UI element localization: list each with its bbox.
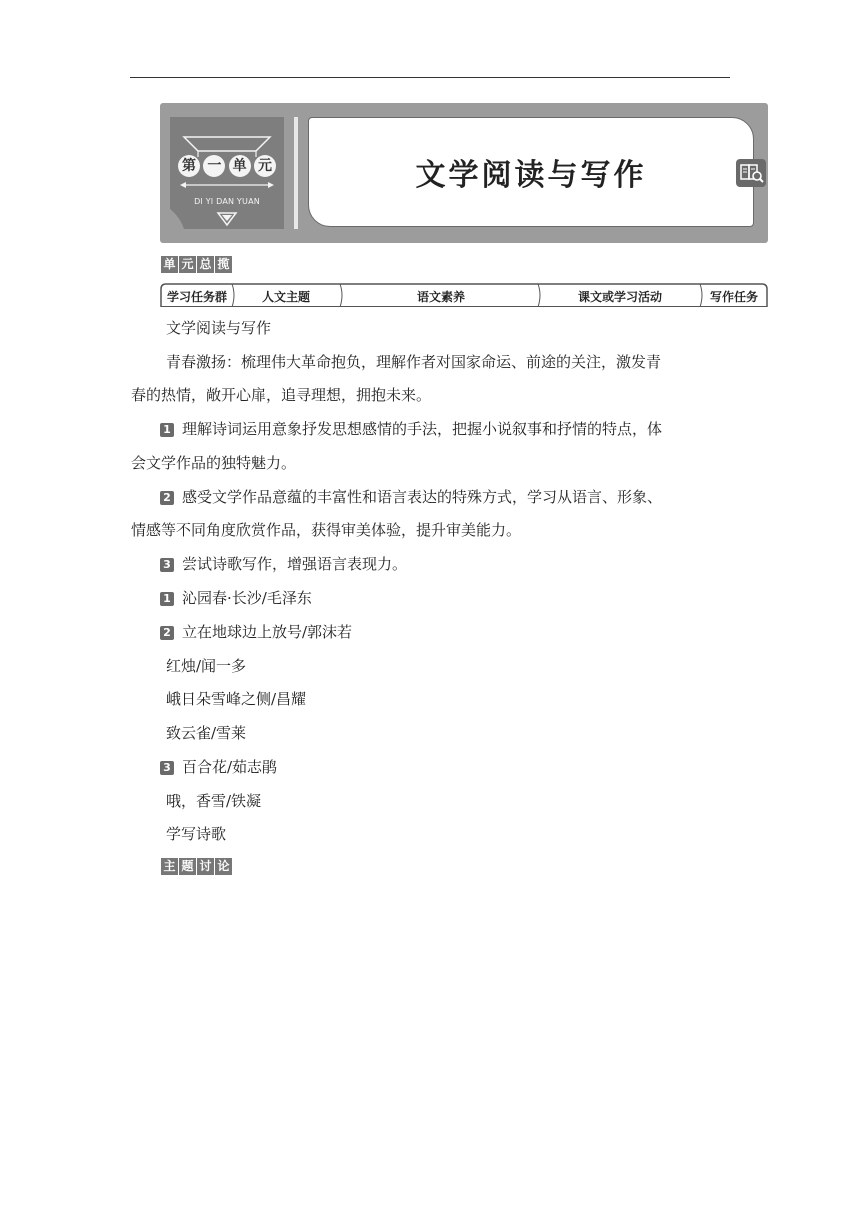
- section-label-char: 揽: [215, 256, 232, 273]
- badge-characters: [178, 155, 276, 177]
- unit-banner: [160, 103, 768, 243]
- badge-char: 第: [178, 155, 200, 177]
- section-label-char: 主: [161, 858, 178, 875]
- badge-char: 元: [254, 155, 276, 177]
- badge-char: 单: [229, 155, 251, 177]
- literacy-item-1: [160, 419, 662, 439]
- badge-char: 一: [203, 155, 225, 177]
- number-badge: 3: [160, 761, 174, 775]
- theme-line-2: 春的热情，敞开心扉，追寻理想，拥抱未来。: [131, 386, 432, 404]
- section-label-char: 论: [215, 858, 232, 875]
- activity-2c: 峨日朵雪峰之侧/昌耀: [166, 690, 307, 708]
- activity-2-text: 立在地球边上放号/郭沫若: [182, 623, 353, 641]
- writing-task-text: 学写诗歌: [166, 825, 227, 843]
- activity-2b: 红烛/闻一多: [166, 657, 247, 675]
- section-label-unit-overview: [161, 256, 232, 273]
- unit-title: 文学阅读与写作: [415, 158, 647, 193]
- literacy-item-2: [160, 487, 662, 507]
- section-label-char: 元: [179, 256, 196, 273]
- number-badge: 3: [160, 558, 174, 572]
- tab-task-group: 学习任务群: [166, 290, 227, 304]
- activity-3: [160, 757, 277, 777]
- book-search-icon[interactable]: [736, 159, 766, 187]
- overview-tab-row: [160, 283, 768, 307]
- literacy-item-3: [160, 554, 407, 574]
- number-badge: 1: [160, 423, 174, 437]
- badge-subtitle: DI YI DAN YUAN: [194, 197, 260, 206]
- literacy-item-3-text: 尝试诗歌写作，增强语言表现力。: [182, 555, 408, 573]
- activity-2d: 致云雀/雪莱: [166, 724, 247, 742]
- task-group-text: 文学阅读与写作: [166, 319, 272, 337]
- tab-texts-activities: 课文或学习活动: [577, 290, 662, 304]
- number-badge: 2: [160, 491, 174, 505]
- section-label-theme-discussion: [161, 858, 232, 875]
- section-label-char: 总: [197, 256, 214, 273]
- number-badge: 2: [160, 626, 174, 640]
- section-label-char: 讨: [197, 858, 214, 875]
- literacy-item-1-text: 理解诗词运用意象抒发思想感情的手法，把握小说叙事和抒情的特点，体: [182, 420, 663, 438]
- literacy-item-2-cont: 情感等不同角度欣赏作品，获得审美体验，提升审美能力。: [131, 521, 522, 539]
- section-label-char: 单: [161, 256, 178, 273]
- activity-2: [160, 622, 352, 642]
- activity-1: [160, 588, 312, 608]
- theme-line-1: 青春激扬：梳理伟大革命抱负，理解作者对国家命运、前途的关注，激发青: [166, 353, 662, 371]
- top-rule: [130, 77, 730, 78]
- literacy-item-1-cont: 会文学作品的独特魅力。: [131, 454, 297, 472]
- title-box: [308, 117, 754, 227]
- tab-literacy: 语文素养: [416, 290, 465, 304]
- number-badge: 1: [160, 592, 174, 606]
- tab-humanities-theme: 人文主题: [261, 290, 310, 304]
- activity-3b: 哦，香雪/铁凝: [166, 792, 262, 810]
- activity-1-text: 沁园春·长沙/毛泽东: [182, 589, 312, 607]
- banner-separator: [294, 117, 298, 229]
- activity-3-text: 百合花/茹志鹃: [182, 758, 278, 776]
- tab-writing-task: 写作任务: [709, 290, 758, 304]
- unit-badge: [170, 117, 284, 229]
- literacy-item-2-text: 感受文学作品意蕴的丰富性和语言表达的特殊方式，学习从语言、形象、: [182, 488, 663, 506]
- section-label-char: 题: [179, 858, 196, 875]
